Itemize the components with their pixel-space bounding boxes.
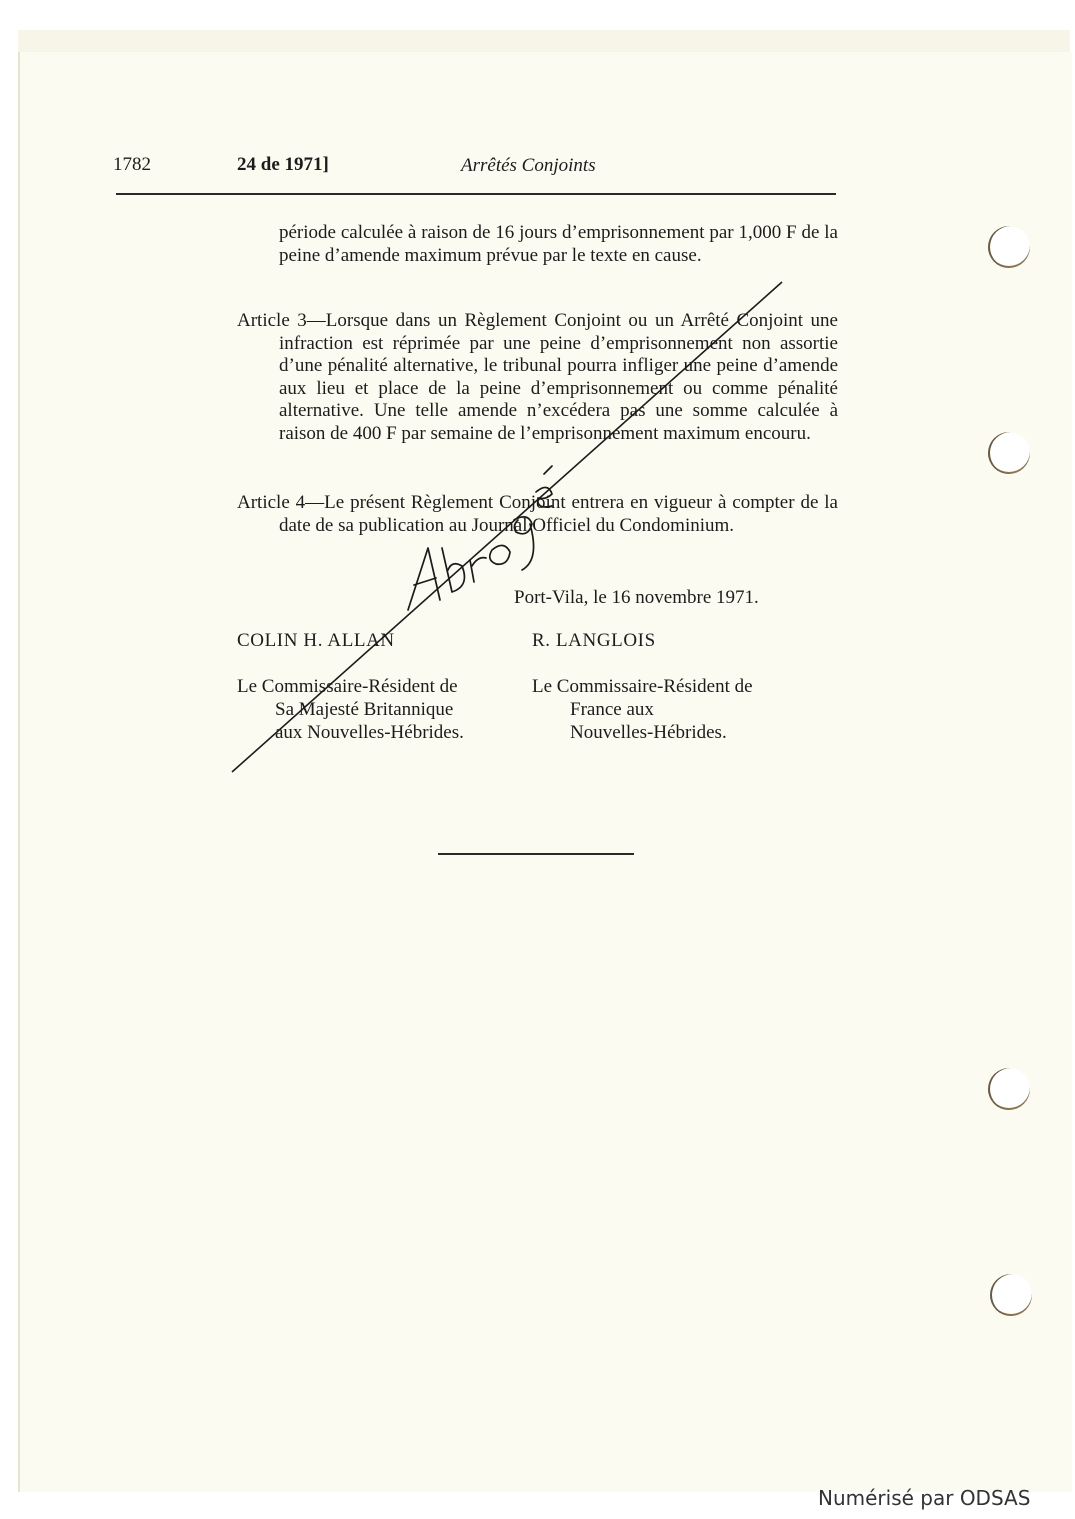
punch-hole xyxy=(988,1068,1030,1110)
role-line: Le Commissaire-Résident de xyxy=(237,676,458,697)
signatory-role-right xyxy=(532,675,822,744)
signatory-role-left xyxy=(237,675,512,744)
role-line: Nouvelles-Hébrides. xyxy=(570,722,727,743)
article-4: Article 4—Le présent Règlement Conjoint entrera en vigueur à compter de la date de sa publication au Journal Officiel du Condominium. xyxy=(237,492,838,536)
page-number: 1782 xyxy=(113,154,151,175)
digitization-credit: Numérisé par ODSAS xyxy=(818,1486,1031,1510)
signatory-name-left: COLIN H. ALLAN xyxy=(237,630,395,651)
gazette-reference: 24 de 1971] xyxy=(237,154,329,175)
role-line: aux Nouvelles-Hébrides. xyxy=(275,722,464,743)
continuation-paragraph: période calculée à raison de 16 jours d’emprisonnement par 1,000 F de la peine d’amende maximum prévue par le texte en cause. xyxy=(279,222,838,266)
punch-hole xyxy=(988,432,1030,474)
page-header xyxy=(113,154,837,190)
running-title: Arrêtés Conjoints xyxy=(461,155,596,176)
article-3: Article 3—Lorsque dans un Règlement Conjoint ou un Arrêté Conjoint une infraction est réprimée par une peine d’emprisonnement non assortie d’une pénalité alternative, le tribunal pourra infliger une peine d’amende aux lieu et place de la peine d’emprisonnement ou comme pénalité alternative. Une telle amende n’excédera pas une somme calculée à raison de 400 F par semaine de l’emprisonnement maximum encouru. xyxy=(237,310,838,444)
document-page xyxy=(18,52,1072,1492)
role-line: Le Commissaire-Résident de xyxy=(532,676,753,697)
role-line: Sa Majesté Britannique xyxy=(275,699,454,720)
closing-rule xyxy=(438,853,634,855)
scan-border xyxy=(18,30,1070,52)
header-rule xyxy=(116,193,836,195)
punch-hole xyxy=(990,1274,1032,1316)
role-line: France aux xyxy=(570,699,654,720)
punch-hole xyxy=(988,226,1030,268)
signatory-name-right: R. LANGLOIS xyxy=(532,630,656,651)
place-date: Port-Vila, le 16 novembre 1971. xyxy=(514,587,759,608)
